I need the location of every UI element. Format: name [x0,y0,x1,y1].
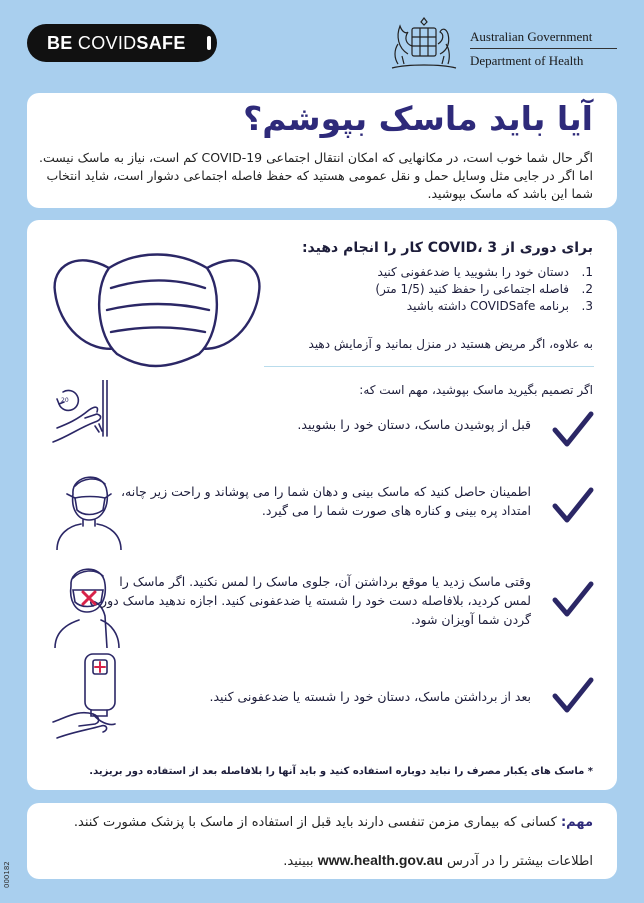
prevention-heading: برای دوری از COVID، 3 کار را انجام دهید: [301,240,593,256]
important-notice: مهم: کسانی که بیماری مزمن تنفسی دارند باید قبل از استفاده از ماسک با پزشک مشورت کنند. [73,815,593,830]
prevention-steps [263,264,593,315]
list-item: 2. فاصله اجتماعی را حفظ کنید (1/5 متر) [375,282,593,296]
health-website-link[interactable]: www.health.gov.au [317,852,443,868]
page-title: آیا باید ماسک بپوشم؟ [243,99,593,138]
guidance-card [27,220,617,790]
guidance-item-4: بعد از برداشتن ماسک، دستان خود را شسته یا ضدعفونی کنید. [209,689,531,704]
checkmark-icon [551,676,595,716]
government-logo [384,14,624,74]
guidance-item-2: اطمینان حاصل کنید که ماسک بینی و دهان شما را می پوشاند و راحت زیر چانه، امتداد پره بینی و کناره های صورت شما را می گیرد. [121,484,531,518]
gov-title: Australian Government [470,29,593,44]
checkmark-icon [551,410,595,450]
guidance-item-1: قبل از پوشیدن ماسک، دستان خود را بشویید. [297,417,531,432]
svg-text:20: 20 [61,397,69,404]
list-item: 1. دستان خود را بشویید یا ضدعفونی کنید [377,265,593,279]
gov-department: Department of Health [470,53,584,68]
covidsafe-logo: BE COVIDSAFE [27,24,217,62]
divider [264,366,594,367]
intro-card [27,93,617,208]
list-item: 3. برنامه COVIDSafe داشته باشید [406,299,593,313]
header [0,0,644,88]
coat-of-arms-icon [384,14,464,72]
more-info: اطلاعات بیشتر را در آدرس www.health.gov.au ببینید. [283,852,593,869]
disposable-mask-note: * ماسک های یکبار مصرف را نباید دوباره استفاده کنید و باید آنها را بلافاصله بعد از استفاده دور بریزید. [89,766,593,777]
intro-text: اگر حال شما خوب است، در مکانهایی که امکان انتقال اجتماعی COVID-19 کم است، نیاز به ماسک نیست. اما اگر در جایی مثل وسایل حمل و نقل عمومی هستید که حفظ فاصله اجتماعی دشوار است، شاید انتخاب شما این باشد که ماسک بپوشید. [39,150,593,201]
stay-home-text: به علاوه، اگر مریض هستید در منزل بمانید و آزمایش دهید [308,337,593,351]
checkmark-icon [551,580,595,620]
face-mask-icon [47,236,267,371]
decision-intro: اگر تصمیم بگیرید ماسک بپوشید، مهم است که: [359,383,593,397]
document-code: 000182 [3,861,11,888]
footer-card [27,803,617,879]
checkmark-icon [551,486,595,526]
guidance-item-3: وقتی ماسک زدید یا موقع برداشتن آن، جلوی ماسک را لمس نکنید. اگر ماسک را لمس کردید، بلافاصله دست خود را شسته یا ضدعفونی کنید. اجازه ندهید ماسک دور گردن شما آویزان شود. [101,574,531,627]
